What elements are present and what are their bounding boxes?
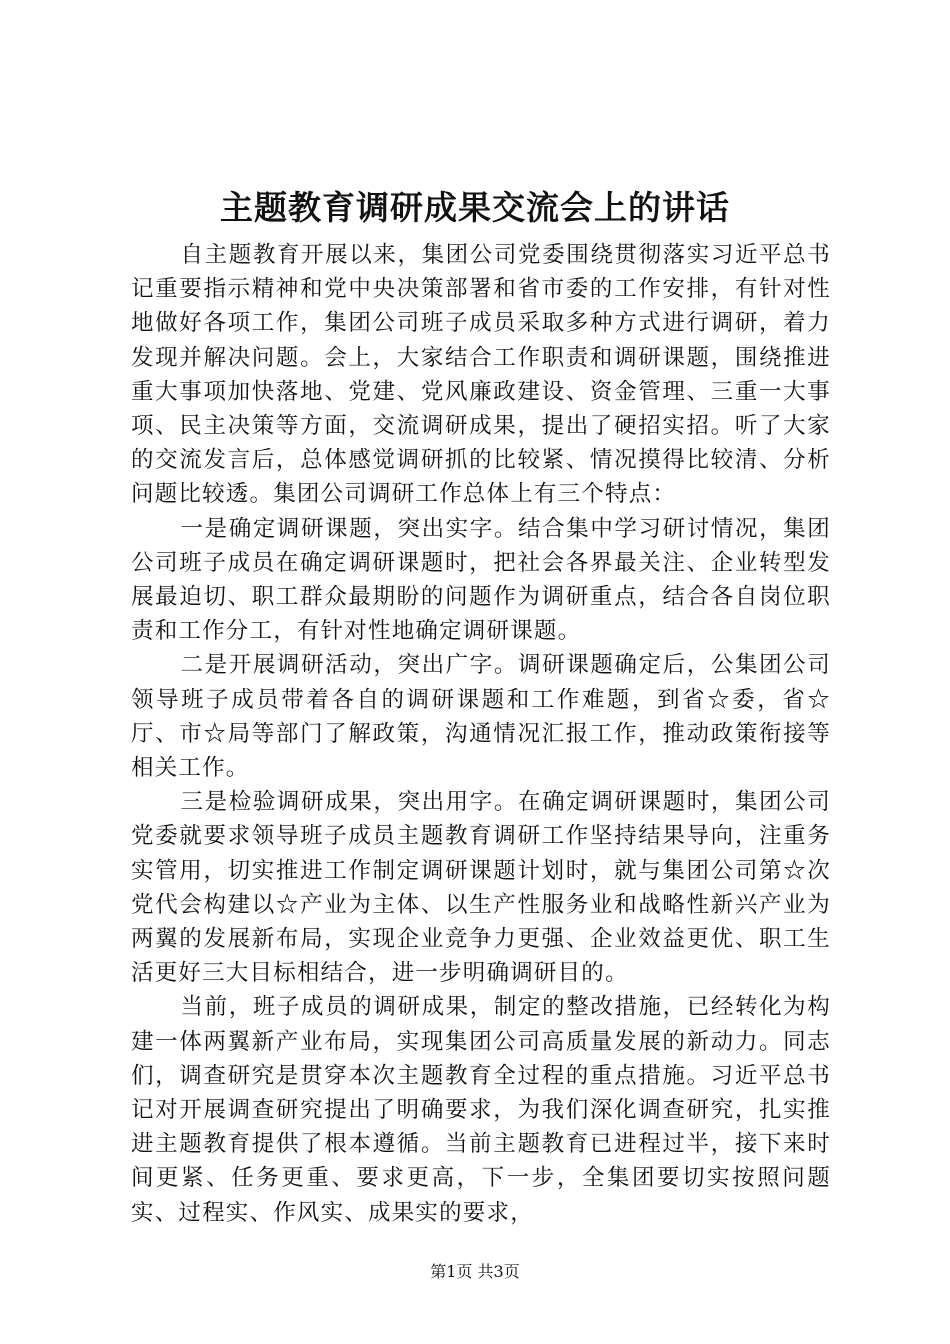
paragraph: 当前，班子成员的调研成果，制定的整改措施，已经转化为构建一体两翼新产业布局，实现集团公司高质量发展的新动力。同志们，调查研究是贯穿本次主题教育全过程的重点措施。习近平总书记对开展调查研究提出了明确要求，为我们深化调查研究，扎实推进主题教育提供了根本遵循。当前主题教育已进程过半，接下来时间更紧、任务更重、要求更高，下一步，全集团要切实按照问题实、过程实、作风实、成果实的要求， [131,994,831,1226]
document-body [131,238,831,1230]
document-title: 主题教育调研成果交流会上的讲话 [220,188,730,227]
paragraph: 三是检验调研成果，突出用字。在确定调研课题时，集团公司党委就要求领导班子成员主题教育调研工作坚持结果导向，注重务实管用，切实推进工作制定调研课题计划时，就与集团公司第☆次党代会构建以☆产业为主体、以生产性服务业和战略性新兴产业为两翼的发展新布局，实现企业竞争力更强、企业效益更优、职工生活更好三大目标相结合，进一步明确调研目的。 [131,789,831,987]
page-footer: 第1页 共3页 [430,1262,520,1281]
paragraph: 自主题教育开展以来，集团公司党委围绕贯彻落实习近平总书记重要指示精神和党中央决策部署和省市委的工作安排，有针对性地做好各项工作，集团公司班子成员采取多种方式进行调研，着力发现并解决问题。会上，大家结合工作职责和调研课题，围绕推进重大事项加快落地、党建、党风廉政建设、资金管理、三重一大事项、民主决策等方面，交流调研成果，提出了硬招实招。听了大家的交流发言后，总体感觉调研抓的比较紧、情况摸得比较清、分析问题比较透。集团公司调研工作总体上有三个特点： [131,242,831,508]
paragraph: 一是确定调研课题，突出实字。结合集中学习研讨情况，集团公司班子成员在确定调研课题时，把社会各界最关注、企业转型发展最迫切、职工群众最期盼的问题作为调研重点，结合各自岗位职责和工作分工，有针对性地确定调研课题。 [131,515,831,645]
paragraph: 二是开展调研活动，突出广字。调研课题确定后，公集团公司领导班子成员带着各自的调研课题和工作难题，到省☆委，省☆厅、市☆局等部门了解政策，沟通情况汇报工作，推动政策衔接等相关工作。 [131,652,831,782]
